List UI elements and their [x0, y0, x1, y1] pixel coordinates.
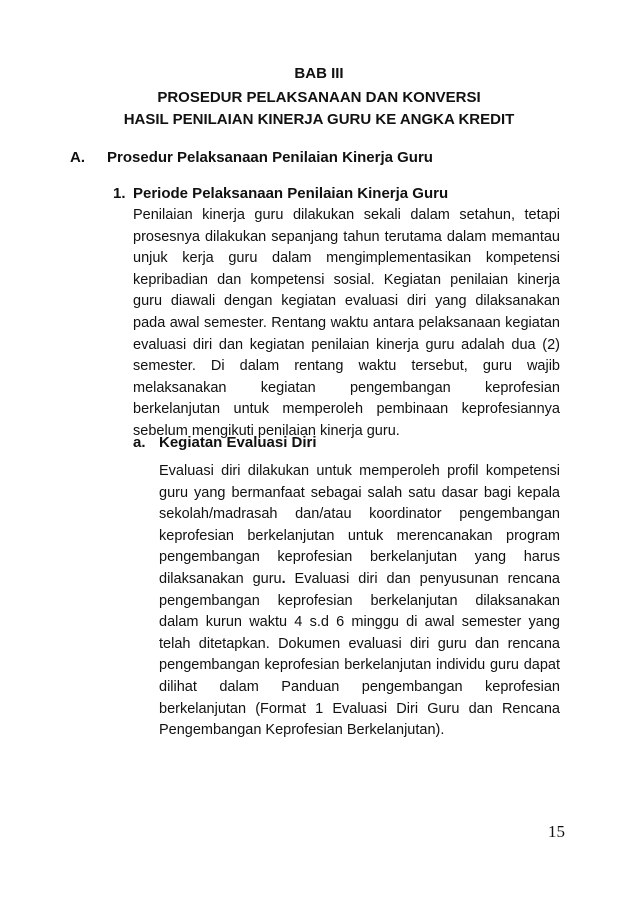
- subsection-a-paragraph-part1: Evaluasi diri dilakukan untuk memperoleh profil kompetensi guru yang bermanfaat sebagai salah satu dasar bagi kepala sekolah/madrasah dan/atau koordinator pengembangan keprofesian berkelanjutan untuk merencanakan program pengembangan keprofesian berkelanjutan yang harus dilaksanakan guru: [159, 463, 560, 587]
- subsection-a-heading: [133, 433, 317, 453]
- chapter-label: BAB III: [294, 65, 344, 82]
- section-a-heading: [70, 148, 433, 168]
- chapter-title-line1: PROSEDUR PELAKSANAAN DAN KONVERSI: [157, 89, 481, 106]
- subsection-1-heading: [113, 184, 448, 204]
- subsection-1-number: 1.: [113, 185, 126, 202]
- subsection-1-paragraph: Penilaian kinerja guru dilakukan sekali dalam setahun, tetapi prosesnya dilakukan sepanjang tahun terutama dalam memantau unjuk kerja guru dalam mengimplementasikan kompetensi kepribadian dan kompetensi sosial. Kegiatan penilaian kinerja guru diawali dengan kegiatan evaluasi diri yang dilaksanakan pada awal semester. Rentang waktu antara pelaksanaan kegiatan evaluasi diri dan kegiatan penilaian kinerja guru adalah dua (2) semester. Di dalam rentang waktu tersebut, guru wajib melaksanakan kegiatan pengembangan keprofesian berkelanjutan untuk memperoleh pembinaan keprofesiannya sebelum mengikuti penilaian kinerja guru.: [133, 207, 560, 439]
- section-a-title: Prosedur Pelaksanaan Penilaian Kinerja Guru: [107, 149, 433, 166]
- page-number: 15: [548, 822, 565, 841]
- subsection-a-number: a.: [133, 434, 146, 451]
- subsection-a-paragraph-part2: Evaluasi diri dan penyusunan rencana pengembangan keprofesian berkelanjutan dilaksanakan dalam kurun waktu 4 s.d 6 minggu di awal semester yang telah ditetapkan. Dokumen evaluasi diri guru dan rencana pengembangan keprofesian berkelanjutan individu guru dapat dilihat dalam Panduan pengembangan keprofesian berkelanjutan (Format 1 Evaluasi Diri Guru dan Rencana Pengembangan Keprofesian Berkelanjutan).: [159, 570, 560, 739]
- chapter-title-line2: HASIL PENILAIAN KINERJA GURU KE ANGKA KREDIT: [123, 111, 515, 128]
- section-a-number: A.: [70, 149, 85, 166]
- subsection-1-title: Periode Pelaksanaan Penilaian Kinerja Guru: [133, 185, 449, 202]
- subsection-a-paragraph: [159, 461, 560, 742]
- subsection-a-paragraph-period: .: [281, 570, 286, 587]
- subsection-a-title: Kegiatan Evaluasi Diri: [159, 434, 317, 451]
